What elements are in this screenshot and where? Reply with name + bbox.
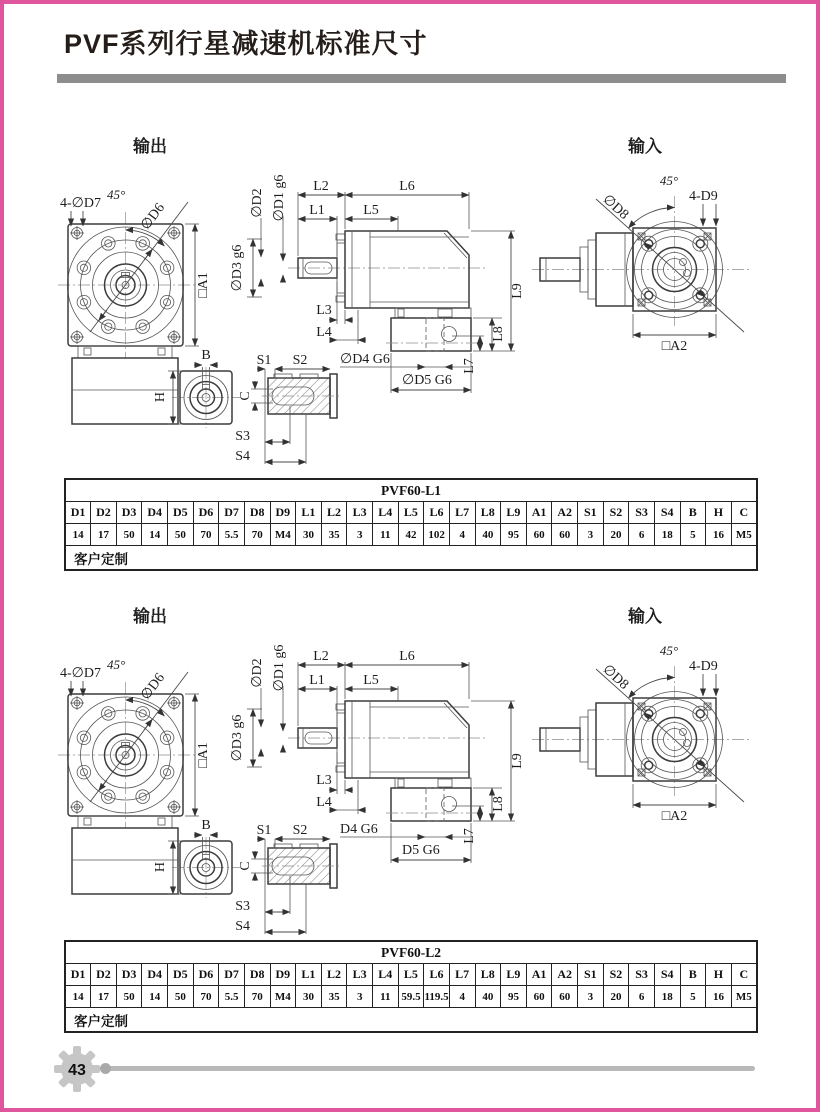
value-cell: 50 — [116, 524, 142, 546]
dim-label-l9: L9 — [510, 753, 525, 769]
column-header: L4 — [373, 502, 399, 524]
dim-label-b: B — [201, 818, 211, 833]
column-header: S3 — [629, 964, 655, 986]
value-cell: 60 — [552, 524, 578, 546]
value-cell: 40 — [475, 524, 501, 546]
column-header: L6 — [424, 502, 450, 524]
dim-label-l6: L6 — [399, 649, 415, 664]
column-header: L7 — [449, 964, 475, 986]
column-header: D3 — [116, 964, 142, 986]
dim-label-s3: S3 — [235, 429, 250, 444]
value-cell: 4 — [449, 986, 475, 1008]
column-header: D3 — [116, 502, 142, 524]
dim-label-s2: S2 — [292, 823, 308, 838]
value-cell: 11 — [373, 986, 399, 1008]
dim-label-l3: L3 — [316, 303, 332, 318]
value-cell: 70 — [244, 986, 270, 1008]
column-header: L5 — [398, 964, 424, 986]
value-cell: 5 — [680, 524, 706, 546]
value-cell: 16 — [706, 986, 732, 1008]
dim-label-s1: S1 — [256, 823, 272, 838]
value-cell: 3 — [347, 986, 373, 1008]
value-cell: 50 — [168, 524, 194, 546]
dim-label-s1: S1 — [256, 353, 272, 368]
value-cell: M5 — [731, 524, 757, 546]
column-header: D8 — [244, 964, 270, 986]
shaft-section-view — [235, 353, 342, 464]
value-cell: 95 — [501, 986, 527, 1008]
page-number-gear-icon — [54, 1046, 100, 1092]
dimension-table-pvf60-l2 — [64, 940, 758, 1033]
value-cell: 6 — [629, 524, 655, 546]
page-number: 43 — [68, 1062, 86, 1079]
dim-label-d6: ∅D6 — [138, 200, 169, 234]
value-cell: M4 — [270, 524, 296, 546]
value-cell: 6 — [629, 986, 655, 1008]
value-cell: 18 — [654, 524, 680, 546]
dim-label-l7: L7 — [462, 358, 477, 374]
column-header: A1 — [526, 502, 552, 524]
side-view — [230, 175, 525, 393]
column-header: B — [680, 502, 706, 524]
column-header: H — [706, 964, 732, 986]
column-header: D2 — [91, 964, 117, 986]
table-title: PVF60-L2 — [65, 941, 757, 964]
value-cell: 16 — [706, 524, 732, 546]
dim-label-d3: ∅D3 g6 — [230, 244, 245, 292]
column-header: L2 — [321, 502, 347, 524]
column-header: D9 — [270, 502, 296, 524]
output-front-view — [58, 606, 211, 894]
value-row — [65, 986, 757, 1008]
dim-label-l8: L8 — [491, 326, 506, 342]
column-header: D4 — [142, 502, 168, 524]
dim-label-4d7: 4-∅D7 — [60, 666, 101, 681]
dim-label-l2: L2 — [313, 649, 329, 664]
column-header: D5 — [168, 502, 194, 524]
value-cell: 60 — [552, 986, 578, 1008]
value-cell: 30 — [296, 986, 322, 1008]
column-header: L6 — [424, 964, 450, 986]
input-rear-view — [532, 136, 752, 354]
column-header: D4 — [142, 964, 168, 986]
footer-rule — [102, 1066, 755, 1071]
value-cell: 20 — [603, 986, 629, 1008]
shaft-end-view — [153, 348, 240, 428]
column-header: A2 — [552, 964, 578, 986]
column-header: D7 — [219, 502, 245, 524]
page-title: PVF系列行星减速机标准尺寸 — [64, 29, 428, 59]
dim-label-c: C — [238, 861, 253, 871]
dim-label-d1: ∅D1 g6 — [272, 174, 287, 222]
value-cell: 14 — [65, 986, 91, 1008]
header-row — [65, 502, 757, 524]
value-cell: 14 — [65, 524, 91, 546]
column-header: L3 — [347, 964, 373, 986]
dim-label-a2: □A2 — [661, 339, 688, 354]
column-header: S1 — [578, 964, 604, 986]
dim-label-4d7: 4-∅D7 — [60, 196, 101, 211]
dim-label-d1: ∅D1 g6 — [272, 644, 287, 692]
value-cell: 3 — [347, 524, 373, 546]
value-cell: 3 — [578, 524, 604, 546]
value-cell: 17 — [91, 986, 117, 1008]
dim-label-l1: L1 — [309, 673, 325, 688]
value-cell: 42 — [398, 524, 424, 546]
column-header: D8 — [244, 502, 270, 524]
dim-label-l2: L2 — [313, 179, 329, 194]
dim-label-45deg-input: 45° — [659, 173, 679, 188]
dim-label-l1: L1 — [309, 203, 325, 218]
column-header: D1 — [65, 964, 91, 986]
column-header: D6 — [193, 502, 219, 524]
column-header: C — [731, 964, 757, 986]
dim-label-l5: L5 — [363, 673, 379, 688]
shaft-end-view — [153, 818, 240, 898]
value-cell: 60 — [526, 986, 552, 1008]
column-header: L3 — [347, 502, 373, 524]
column-header: B — [680, 964, 706, 986]
dim-label-d2: ∅D2 — [250, 188, 265, 218]
value-cell: 4 — [449, 524, 475, 546]
column-header: A2 — [552, 502, 578, 524]
drawing-set-bottom — [40, 576, 780, 936]
column-header: L9 — [501, 964, 527, 986]
value-cell: 20 — [603, 524, 629, 546]
column-header: L1 — [296, 502, 322, 524]
dim-label-4d9: 4-D9 — [689, 189, 718, 204]
dim-label-d5: D5 G6 — [402, 843, 440, 858]
dim-label-b: B — [201, 348, 211, 363]
value-row — [65, 524, 757, 546]
column-header: L9 — [501, 502, 527, 524]
technical-drawing — [40, 576, 780, 936]
column-header: D6 — [193, 964, 219, 986]
dim-label-l8: L8 — [491, 796, 506, 812]
output-front-view — [58, 136, 211, 424]
column-header: S4 — [654, 502, 680, 524]
technical-drawing — [40, 106, 780, 466]
dim-label-d3: ∅D3 g6 — [230, 714, 245, 762]
column-header: L5 — [398, 502, 424, 524]
column-header: L4 — [373, 964, 399, 986]
column-header: C — [731, 502, 757, 524]
column-header: S1 — [578, 502, 604, 524]
input-label: 输入 — [628, 137, 662, 156]
value-cell: 14 — [142, 524, 168, 546]
dim-label-d6: ∅D6 — [138, 670, 169, 704]
output-label: 输出 — [133, 607, 167, 626]
dim-label-l5: L5 — [363, 203, 379, 218]
side-view — [230, 645, 525, 863]
value-cell: M4 — [270, 986, 296, 1008]
value-cell: 17 — [91, 524, 117, 546]
column-header: S2 — [603, 964, 629, 986]
value-cell: 95 — [501, 524, 527, 546]
value-cell: 40 — [475, 986, 501, 1008]
value-cell: 11 — [373, 524, 399, 546]
dim-label-l4: L4 — [316, 325, 332, 340]
column-header: D9 — [270, 964, 296, 986]
value-cell: 70 — [244, 524, 270, 546]
dim-label-4d9: 4-D9 — [689, 659, 718, 674]
column-header: L1 — [296, 964, 322, 986]
value-cell: 3 — [578, 986, 604, 1008]
column-header: S2 — [603, 502, 629, 524]
dim-label-a1: □A1 — [196, 742, 211, 768]
dim-label-a2: □A2 — [661, 809, 688, 824]
dim-label-l6: L6 — [399, 179, 415, 194]
column-header: L2 — [321, 964, 347, 986]
column-header: S4 — [654, 964, 680, 986]
column-header: D1 — [65, 502, 91, 524]
table-footer: 客户定制 — [65, 1008, 757, 1033]
dim-label-s2: S2 — [292, 353, 308, 368]
dim-label-s4: S4 — [235, 919, 250, 934]
input-label: 输入 — [628, 607, 662, 626]
value-cell: 35 — [321, 986, 347, 1008]
value-cell: 60 — [526, 524, 552, 546]
column-header: L7 — [449, 502, 475, 524]
header-row — [65, 964, 757, 986]
input-rear-view — [532, 606, 752, 824]
value-cell: 30 — [296, 524, 322, 546]
table-footer: 客户定制 — [65, 546, 757, 571]
value-cell: 5.5 — [219, 986, 245, 1008]
column-header: D7 — [219, 964, 245, 986]
value-cell: 5 — [680, 986, 706, 1008]
table-title: PVF60-L1 — [65, 479, 757, 502]
dim-label-h: H — [153, 391, 168, 403]
column-header: L8 — [475, 502, 501, 524]
dim-label-d4: ∅D4 G6 — [340, 352, 390, 367]
title-underline-bar — [57, 74, 786, 83]
dim-label-l3: L3 — [316, 773, 332, 788]
column-header: H — [706, 502, 732, 524]
value-cell: 59.5 — [398, 986, 424, 1008]
output-label: 输出 — [133, 137, 167, 156]
dim-label-d2: ∅D2 — [250, 658, 265, 688]
value-cell: 18 — [654, 986, 680, 1008]
value-cell: 5.5 — [219, 524, 245, 546]
dim-label-s3: S3 — [235, 899, 250, 914]
drawing-set-top — [40, 106, 780, 466]
dim-label-h: H — [153, 861, 168, 873]
dim-label-45deg-input: 45° — [659, 643, 679, 658]
shaft-section-view — [235, 823, 342, 934]
value-cell: 70 — [193, 986, 219, 1008]
value-cell: 102 — [424, 524, 450, 546]
column-header: D5 — [168, 964, 194, 986]
column-header: A1 — [526, 964, 552, 986]
dim-label-a1: □A1 — [196, 272, 211, 298]
value-cell: 14 — [142, 986, 168, 1008]
dim-label-l4: L4 — [316, 795, 332, 810]
dim-label-d5: ∅D5 G6 — [402, 373, 452, 388]
value-cell: 70 — [193, 524, 219, 546]
value-cell: 119.5 — [424, 986, 450, 1008]
dim-label-s4: S4 — [235, 449, 250, 464]
value-cell: 35 — [321, 524, 347, 546]
value-cell: 50 — [116, 986, 142, 1008]
dim-label-c: C — [238, 391, 253, 401]
value-cell: M5 — [731, 986, 757, 1008]
column-header: S3 — [629, 502, 655, 524]
dim-label-d8: ∅D8 — [599, 662, 632, 693]
value-cell: 50 — [168, 986, 194, 1008]
column-header: L8 — [475, 964, 501, 986]
dim-label-d8: ∅D8 — [599, 192, 632, 223]
dim-label-l7: L7 — [462, 828, 477, 844]
footer-rule-dot — [100, 1063, 111, 1074]
column-header: D2 — [91, 502, 117, 524]
dim-label-45deg: 45° — [107, 657, 126, 672]
dim-label-l9: L9 — [510, 283, 525, 299]
dim-label-45deg: 45° — [107, 187, 126, 202]
dim-label-d4: D4 G6 — [340, 822, 378, 837]
dimension-table-pvf60-l1 — [64, 478, 758, 571]
